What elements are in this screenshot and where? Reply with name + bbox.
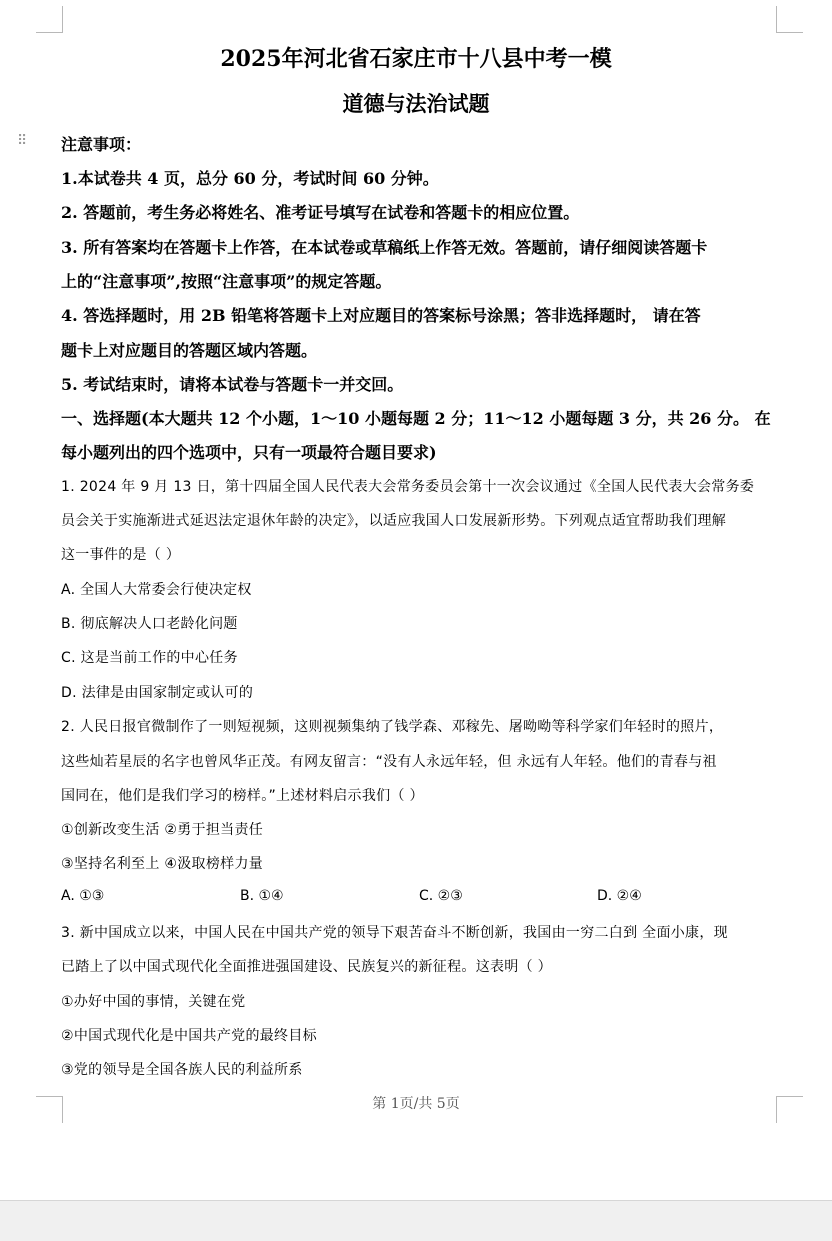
question-1-line-2: 员会关于实施渐进式延迟法定退休年龄的决定》，以适应我国人口发展新形势。下列观点适宜帮助我们理解 bbox=[61, 513, 727, 529]
page-corner-mark-top-left bbox=[36, 6, 63, 33]
notes-heading: 注意事项： bbox=[61, 135, 142, 154]
note-4-line-2: 题卡上对应题目的答题区域内答题。 bbox=[61, 341, 318, 360]
question-3-statement-2: ②中国式现代化是中国共产党的最终目标 bbox=[61, 1028, 317, 1044]
question-2-statements-2: ③坚持名利至上 ④汲取榜样力量 bbox=[61, 856, 264, 872]
question-3-line-2: 已踏上了以中国式现代化全面推进强国建设、民族复兴的新征程。这表明（ ） bbox=[61, 959, 552, 975]
question-1-option-c: C. 这是当前工作的中心任务 bbox=[61, 650, 238, 666]
question-3-line-1: 3. 新中国成立以来，中国人民在中国共产党的领导下艰苦奋斗不断创新，我国由一穷二白到 全面小康，现 bbox=[61, 925, 728, 941]
question-2-line-3: 国同在，他们是我们学习的榜样。”上述材料启示我们（ ） bbox=[61, 788, 424, 804]
question-2-option-a: A. ①③ bbox=[61, 888, 105, 904]
document-title: 2025年河北省石家庄市十八县中考一模 bbox=[220, 46, 612, 72]
question-1-line-3: 这一事件的是（ ） bbox=[61, 547, 181, 563]
question-2-line-1: 2. 人民日报官微制作了一则短视频，这则视频集纳了钱学森、邓稼先、屠呦呦等科学家们年轻时的照片， bbox=[61, 719, 724, 735]
question-2-line-2: 这些灿若星辰的名字也曾风华正茂。有网友留言：“没有人永远年轻，但 永远有人年轻。他们的青春与祖 bbox=[61, 754, 717, 770]
page-footer: 第 1页/共 5页 bbox=[372, 1096, 460, 1112]
page-corner-mark-top-right bbox=[776, 6, 803, 33]
question-2-option-c: C. ②③ bbox=[419, 888, 463, 904]
question-1-line-1: 1. 2024 年 9 月 13 日，第十四届全国人民代表大会常务委员会第十一次会议通过《全国人民代表大会常务委 bbox=[61, 479, 755, 495]
status-bar bbox=[0, 1200, 832, 1241]
question-1-option-a: A. 全国人大常委会行使决定权 bbox=[61, 582, 252, 598]
note-5: 5. 考试结束时，请将本试卷与答题卡一并交回。 bbox=[61, 375, 404, 394]
question-3-statement-3: ③党的领导是全国各族人民的利益所系 bbox=[61, 1062, 303, 1078]
note-4-line-1: 4. 答选择题时，用 2B 铅笔将答题卡上对应题目的答案标号涂黑；答非选择题时， 请在答 bbox=[61, 306, 701, 325]
question-2-option-b: B. ①④ bbox=[240, 888, 284, 904]
note-3-line-1: 3. 所有答案均在答题卡上作答，在本试卷或草稿纸上作答无效。答题前，请仔细阅读答题卡 bbox=[61, 238, 708, 257]
note-2: 2. 答题前，考生务必将姓名、准考证号填写在试卷和答题卡的相应位置。 bbox=[61, 203, 580, 222]
question-2-option-d: D. ②④ bbox=[597, 888, 642, 904]
note-3-line-2: 上的“注意事项”,按照“注意事项”的规定答题。 bbox=[61, 272, 392, 291]
question-2-statements-1: ①创新改变生活 ②勇于担当责任 bbox=[61, 822, 264, 838]
section-heading-line-1: 一、选择题(本大题共 12 个小题，1～10 小题每题 2 分；11～12 小题每题 3 分，共 26 分。 在 bbox=[61, 409, 771, 428]
document-subtitle: 道德与法治试题 bbox=[342, 91, 490, 116]
drag-handle-icon[interactable]: ⠿ bbox=[17, 133, 27, 149]
note-1: 1.本试卷共 4 页，总分 60 分，考试时间 60 分钟。 bbox=[61, 169, 439, 188]
section-heading-line-2: 每小题列出的四个选项中，只有一项最符合题目要求) bbox=[61, 443, 437, 462]
question-1-option-d: D. 法律是由国家制定或认可的 bbox=[61, 685, 254, 701]
question-1-option-b: B. 彻底解决人口老龄化问题 bbox=[61, 616, 238, 632]
question-3-statement-1: ①办好中国的事情，关键在党 bbox=[61, 994, 246, 1010]
